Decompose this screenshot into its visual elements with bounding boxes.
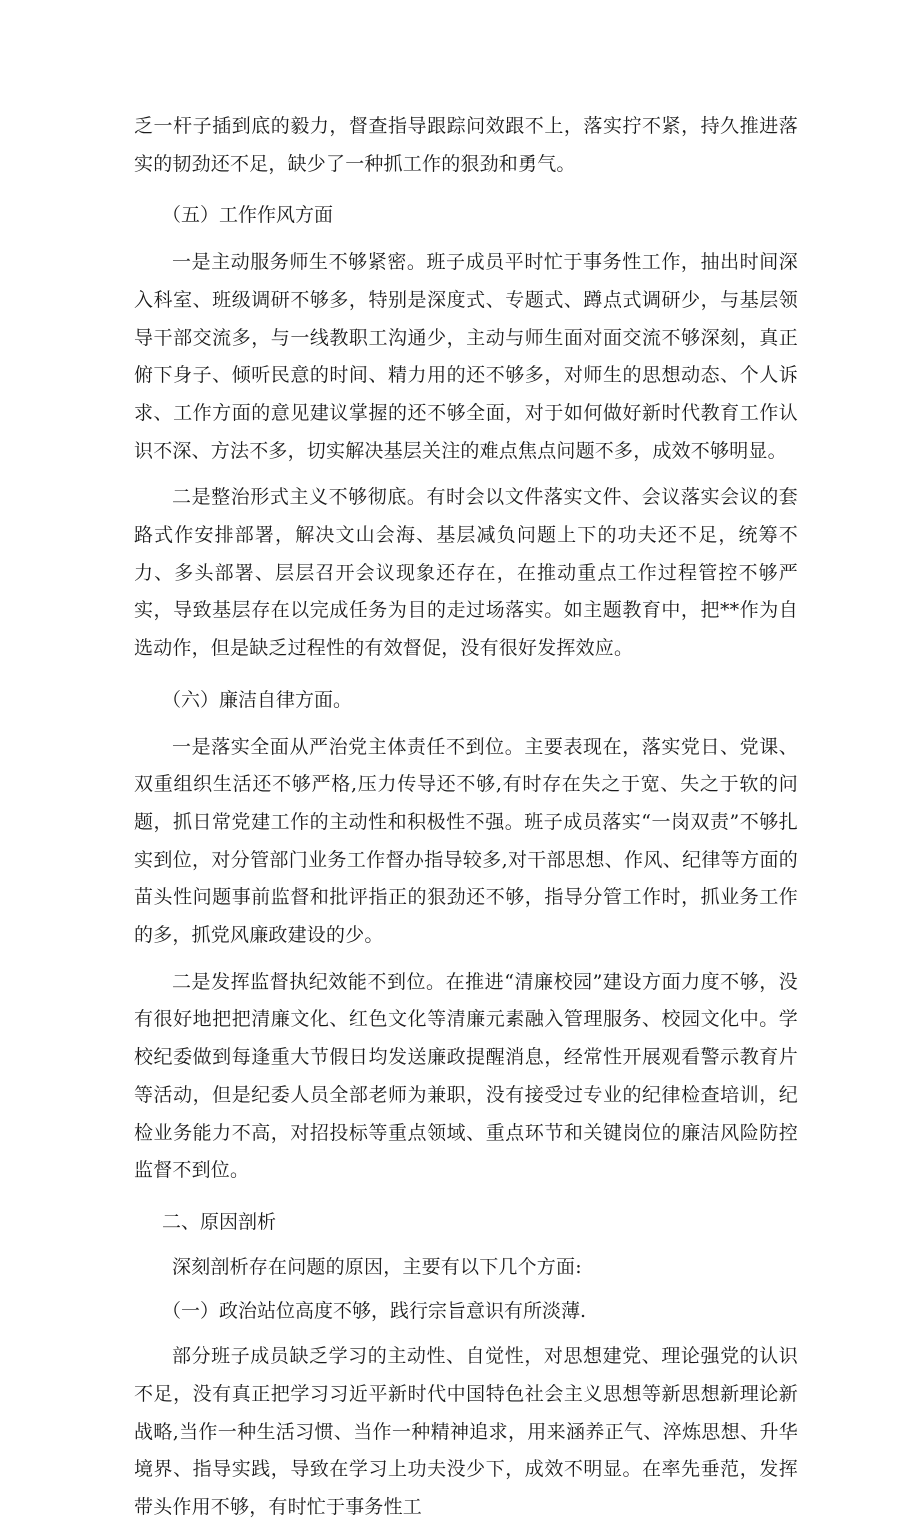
sub-heading-political-stance: （一）政治站位高度不够，践行宗旨意识有所淡薄. (162, 1300, 587, 1323)
paragraph-cause-intro: 深刻剖析存在问题的原因，主要有以下几个方面: (172, 1255, 582, 1278)
sub-heading-integrity: （六）廉洁自律方面。 (162, 688, 353, 711)
paragraph-service: 一是主动服务师生不够紧密。班子成员平时忙于事务性工作，抽出时间深入科室、班级调研不够多，特别是深度式、专题式、蹲点式调研少，与基层领导干部交流多，与一线教职工沟通少，主动与师生面对面交流不够深刻，真正俯下身子、倾听民意的时间、精力用的还不够多，对师生的思想动态、个人诉求、工作方面的意见建议掌握的还不够全面，对于如何做好新时代教育工作认识不深、方法不多，切实解决基层关注的难点焦点问题不多，成效不够明显。 (134, 251, 798, 462)
paragraph-supervision: 二是发挥监督执纪效能不到位。在推进“清廉校园”建设方面力度不够，没有很好地把把清廉文化、红色文化等清廉元素融入管理服务、校园文化中。学校纪委做到每逢重大节假日均发送廉政提醒消息，经常性开展观看警示教育片等活动，但是纪委人员全部老师为兼职，没有接受过专业的纪律检查培训，纪检业务能力不高，对招投标等重点领域、重点环节和关键岗位的廉洁风险防控监督不到位。 (134, 970, 798, 1182)
paragraph-study: 部分班子成员缺乏学习的主动性、自觉性，对思想建党、理论强党的认识不足，没有真正把学习习近平新时代中国特色社会主义思想等新思想新理论新战略,当作一种生活习惯、当作一种精神追求，用来涵养正气、淬炼思想、升华境界、指导实践，导致在学习上功夫没少下，成效不明显。在率先垂范，发挥带头作用不够，有时忙于事务性工 (134, 1345, 798, 1518)
document-body (134, 108, 798, 1527)
sub-heading-work-style: （五）工作作风方面 (162, 204, 334, 227)
paragraph-continued: 乏一杆子插到底的毅力，督查指导跟踪问效跟不上，落实拧不紧，持久推进落实的韧劲还不足，缺少了一种抓工作的狠劲和勇气。 (134, 115, 798, 175)
paragraph-party-responsibility: 一是落实全面从严治党主体责任不到位。主要表现在，落实党日、党课、双重组织生活还不够严格,压力传导还不够,有时存在失之于宽、失之于软的问题，抓日常党建工作的主动性和积极性不强。班子成员落实“一岗双责”不够扎实到位，对分管部门业务工作督办指导较多,对干部思想、作风、纪律等方面的苗头性问题事前监督和批评指正的狠劲还不够，指导分管工作时，抓业务工作的多，抓党风廉政建设的少。 (134, 735, 798, 947)
section-heading-cause-analysis: 二、原因剖析 (162, 1210, 277, 1233)
paragraph-formalism: 二是整治形式主义不够彻底。有时会以文件落实文件、会议落实会议的套路式作安排部署，解决文山会海、基层减负问题上下的功夫还不足，统筹不力、多头部署、层层召开会议现象还存在，在推动重点工作过程管控不够严实，导致基层存在以完成任务为目的走过场落实。如主题教育中，把**作为自选动作，但是缺乏过程性的有效督促，没有很好发挥效应。 (134, 486, 798, 660)
